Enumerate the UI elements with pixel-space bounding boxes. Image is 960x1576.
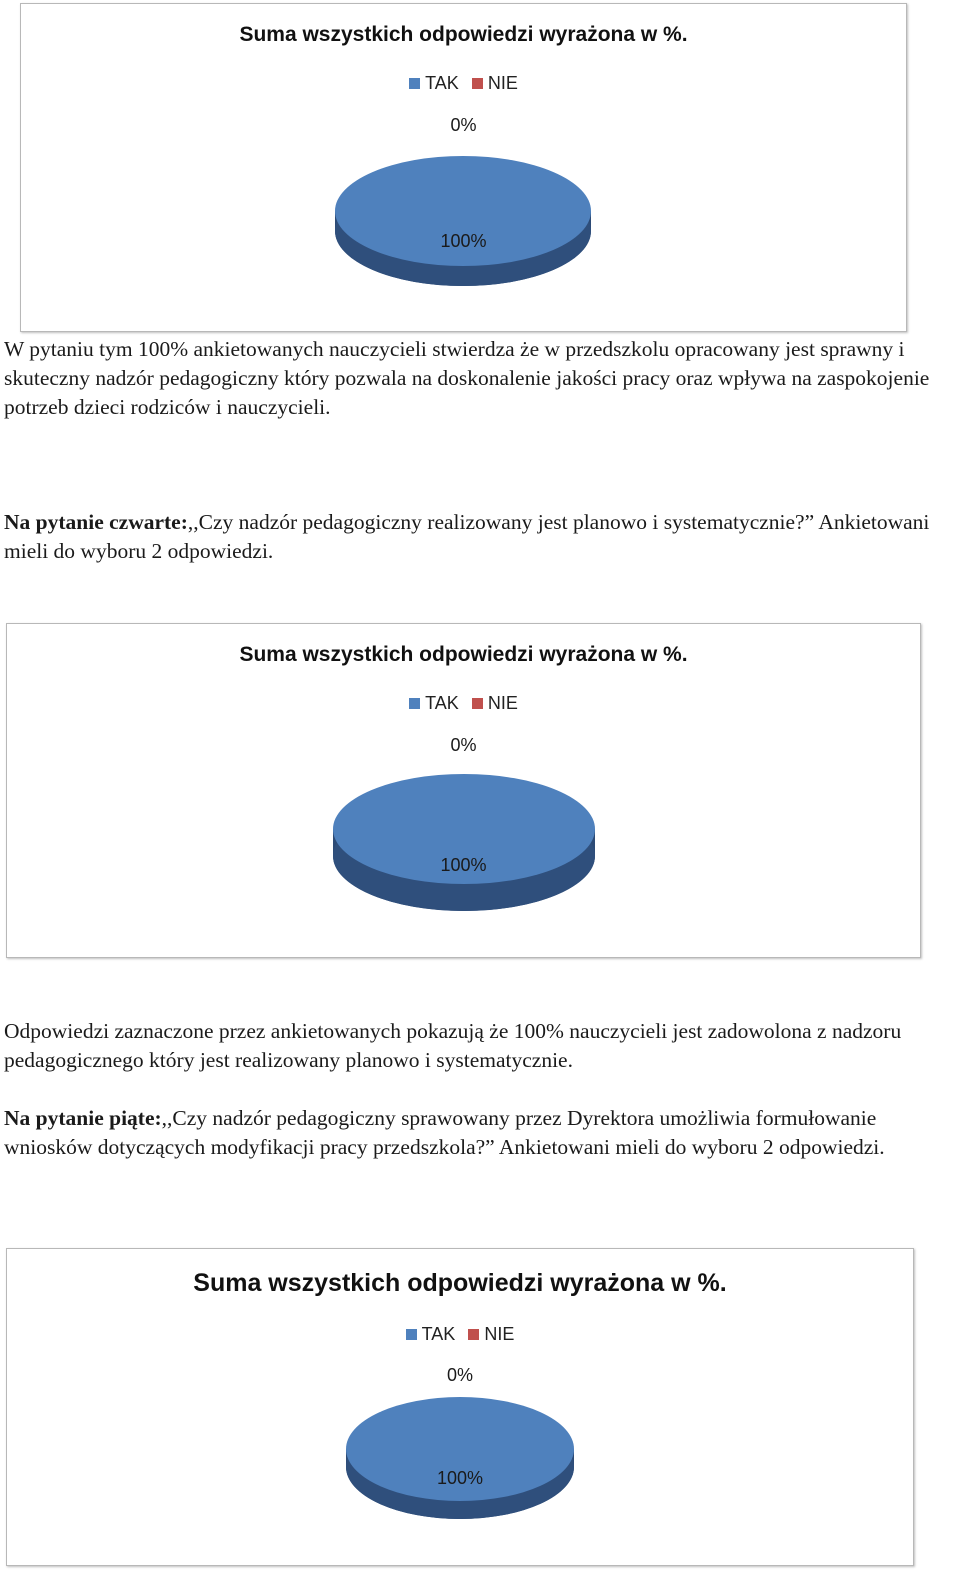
pie-disc (342, 1397, 578, 1525)
chart-title: Suma wszystkich odpowiedzi wyrażona w %. (239, 23, 688, 46)
chart-title: Suma wszystkich odpowiedzi wyrażona w %. (239, 643, 688, 666)
question-5 (4, 1104, 958, 1162)
paragraph-result-4: Odpowiedzi zaznaczone przez ankietowanych pokazują że 100% nauczycieli jest zadowolona z nadzoru pedagogicznego który jest realizowany planowo i systematycznie. (4, 1019, 902, 1072)
pie-disc (331, 156, 595, 298)
chart-legend (21, 73, 906, 94)
tak-percentage-label: 100% (440, 855, 487, 875)
pie-chart-1 (20, 3, 907, 332)
chart-title: Suma wszystkich odpowiedzi wyrażona w %. (193, 1269, 727, 1297)
nie-swatch (468, 1329, 479, 1340)
pie-chart-2 (6, 623, 921, 958)
nie-percentage-label: 0% (446, 1365, 473, 1385)
tak-swatch (406, 1329, 417, 1340)
nie-swatch (472, 698, 483, 709)
nie-swatch (472, 78, 483, 89)
pie-disc (329, 774, 599, 920)
tak-swatch (409, 78, 420, 89)
legend-label: TAK (421, 1324, 456, 1344)
question-4-text: ,,Czy nadzór pedagogiczny realizowany jest planowo i systematycznie?” Ankietowani mieli do wyboru 2 odpowiedzi. (4, 510, 930, 563)
legend-item-nie (468, 1324, 514, 1345)
legend-item-nie (472, 693, 518, 714)
question-4 (4, 508, 958, 566)
legend-item-nie (472, 73, 518, 94)
question-4-label: Na pytanie czwarte: (4, 510, 188, 534)
legend-label: TAK (425, 693, 459, 713)
question-5-label: Na pytanie piąte: (4, 1106, 162, 1130)
legend-item-tak (409, 73, 459, 94)
tak-swatch (409, 698, 420, 709)
tak-percentage-label: 100% (436, 1468, 484, 1488)
chart-legend (7, 693, 920, 714)
nie-percentage-label: 0% (450, 115, 477, 135)
paragraph-result-3: W pytaniu tym 100% ankietowanych nauczycieli stwierdza że w przedszkolu opracowany jest sprawny i skuteczny nadzór pedagogiczny który pozwala na doskonalenie jakości pracy oraz wpływa na zaspokojenie potrzeb dzieci rodziców i nauczycieli. (4, 337, 930, 419)
tak-percentage-label: 100% (440, 231, 487, 251)
nie-percentage-label: 0% (450, 735, 477, 755)
legend-item-tak (406, 1324, 456, 1345)
legend-label: TAK (425, 73, 459, 93)
question-5-text: ,,Czy nadzór pedagogiczny sprawowany przez Dyrektora umożliwia formułowanie wniosków dotyczących modyfikacji pracy przedszkola?” Ankietowani mieli do wyboru 2 odpowiedzi. (4, 1106, 885, 1159)
pie-chart-3 (6, 1248, 914, 1566)
chart-legend (7, 1324, 913, 1345)
legend-item-tak (409, 693, 459, 714)
legend-label: NIE (487, 693, 518, 713)
legend-label: NIE (484, 1324, 515, 1344)
legend-label: NIE (487, 73, 518, 93)
